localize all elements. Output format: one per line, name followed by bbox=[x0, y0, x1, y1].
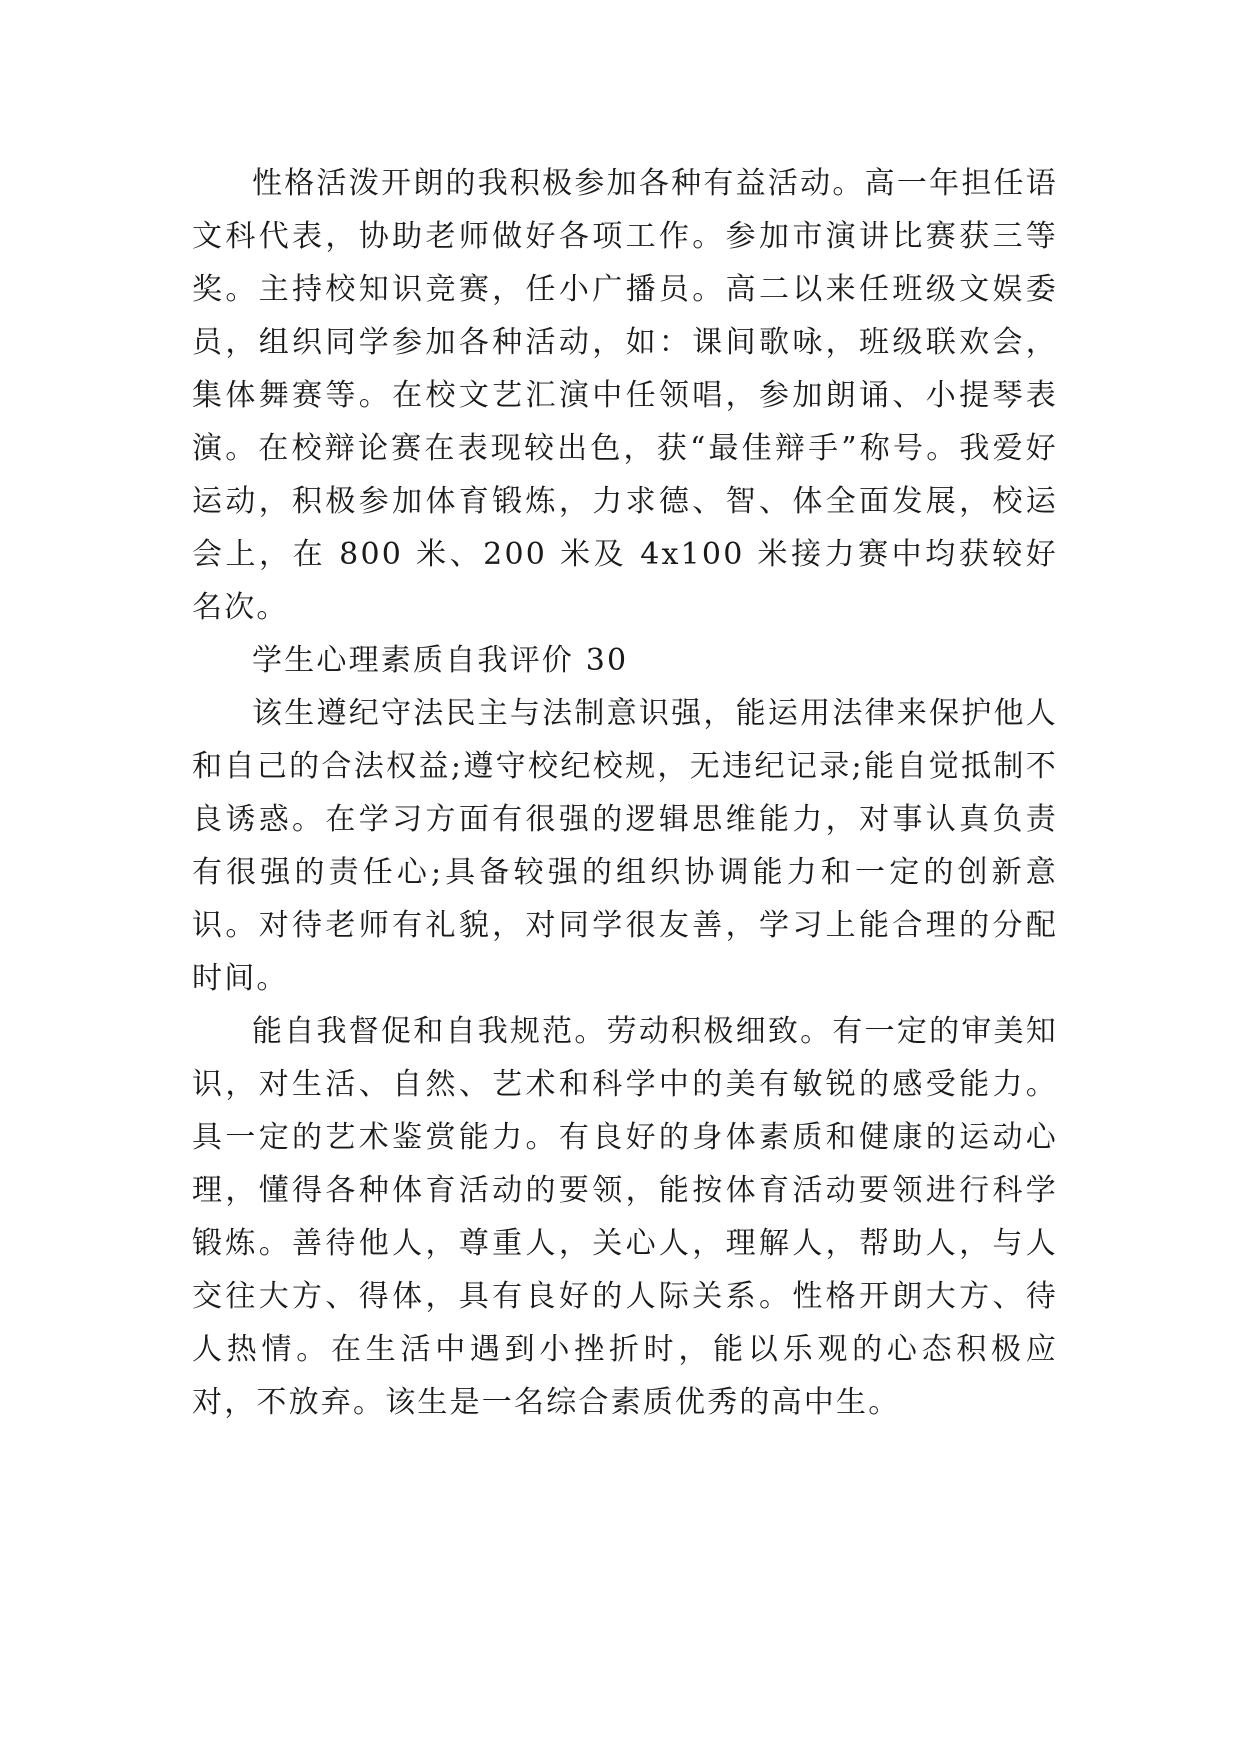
paragraph-self-discipline: 能自我督促和自我规范。劳动积极细致。有一定的审美知识，对生活、自然、艺术和科学中的美有敏锐的感受能力。具一定的艺术鉴赏能力。有良好的身体素质和健康的运动心理，懂得各种体育活动的要领，能按体育活动要领进行科学锻炼。善待他人，尊重人，关心人，理解人，帮助人，与人交往大方、得体，具有良好的人际关系。性格开朗大方、待人热情。在生活中遇到小挫折时，能以乐观的心态积极应对，不放弃。该生是一名综合素质优秀的高中生。 bbox=[192, 1014, 1058, 1420]
paragraph-activities: 性格活泼开朗的我积极参加各种有益活动。高一年担任语文科代表，协助老师做好各项工作。参加市演讲比赛获三等奖。主持校知识竞赛，任小广播员。高二以来任班级文娱委员，组织同学参加各种活动，如：课间歌咏，班级联欢会，集体舞赛等。在校文艺汇演中任领唱，参加朗诵、小提琴表演。在校辩论赛在表现较出色，获“最佳辩手”称号。我爱好运动，积极参加体育锻炼，力求德、智、体全面发展，校运会上，在 800 米、200 米及 4x100 米接力赛中均获较好名次。 bbox=[192, 166, 1058, 625]
document-body bbox=[192, 157, 1058, 1429]
section-heading: 学生心理素质自我评价 30 bbox=[252, 643, 629, 678]
paragraph-law-and-study: 该生遵纪守法民主与法制意识强，能运用法律来保护他人和自己的合法权益;遵守校纪校规，无违纪记录;能自觉抵制不良诱惑。在学习方面有很强的逻辑思维能力，对事认真负责有很强的责任心;具备较强的组织协调能力和一定的创新意识。对待老师有礼貌，对同学很友善，学习上能合理的分配时间。 bbox=[192, 696, 1058, 996]
